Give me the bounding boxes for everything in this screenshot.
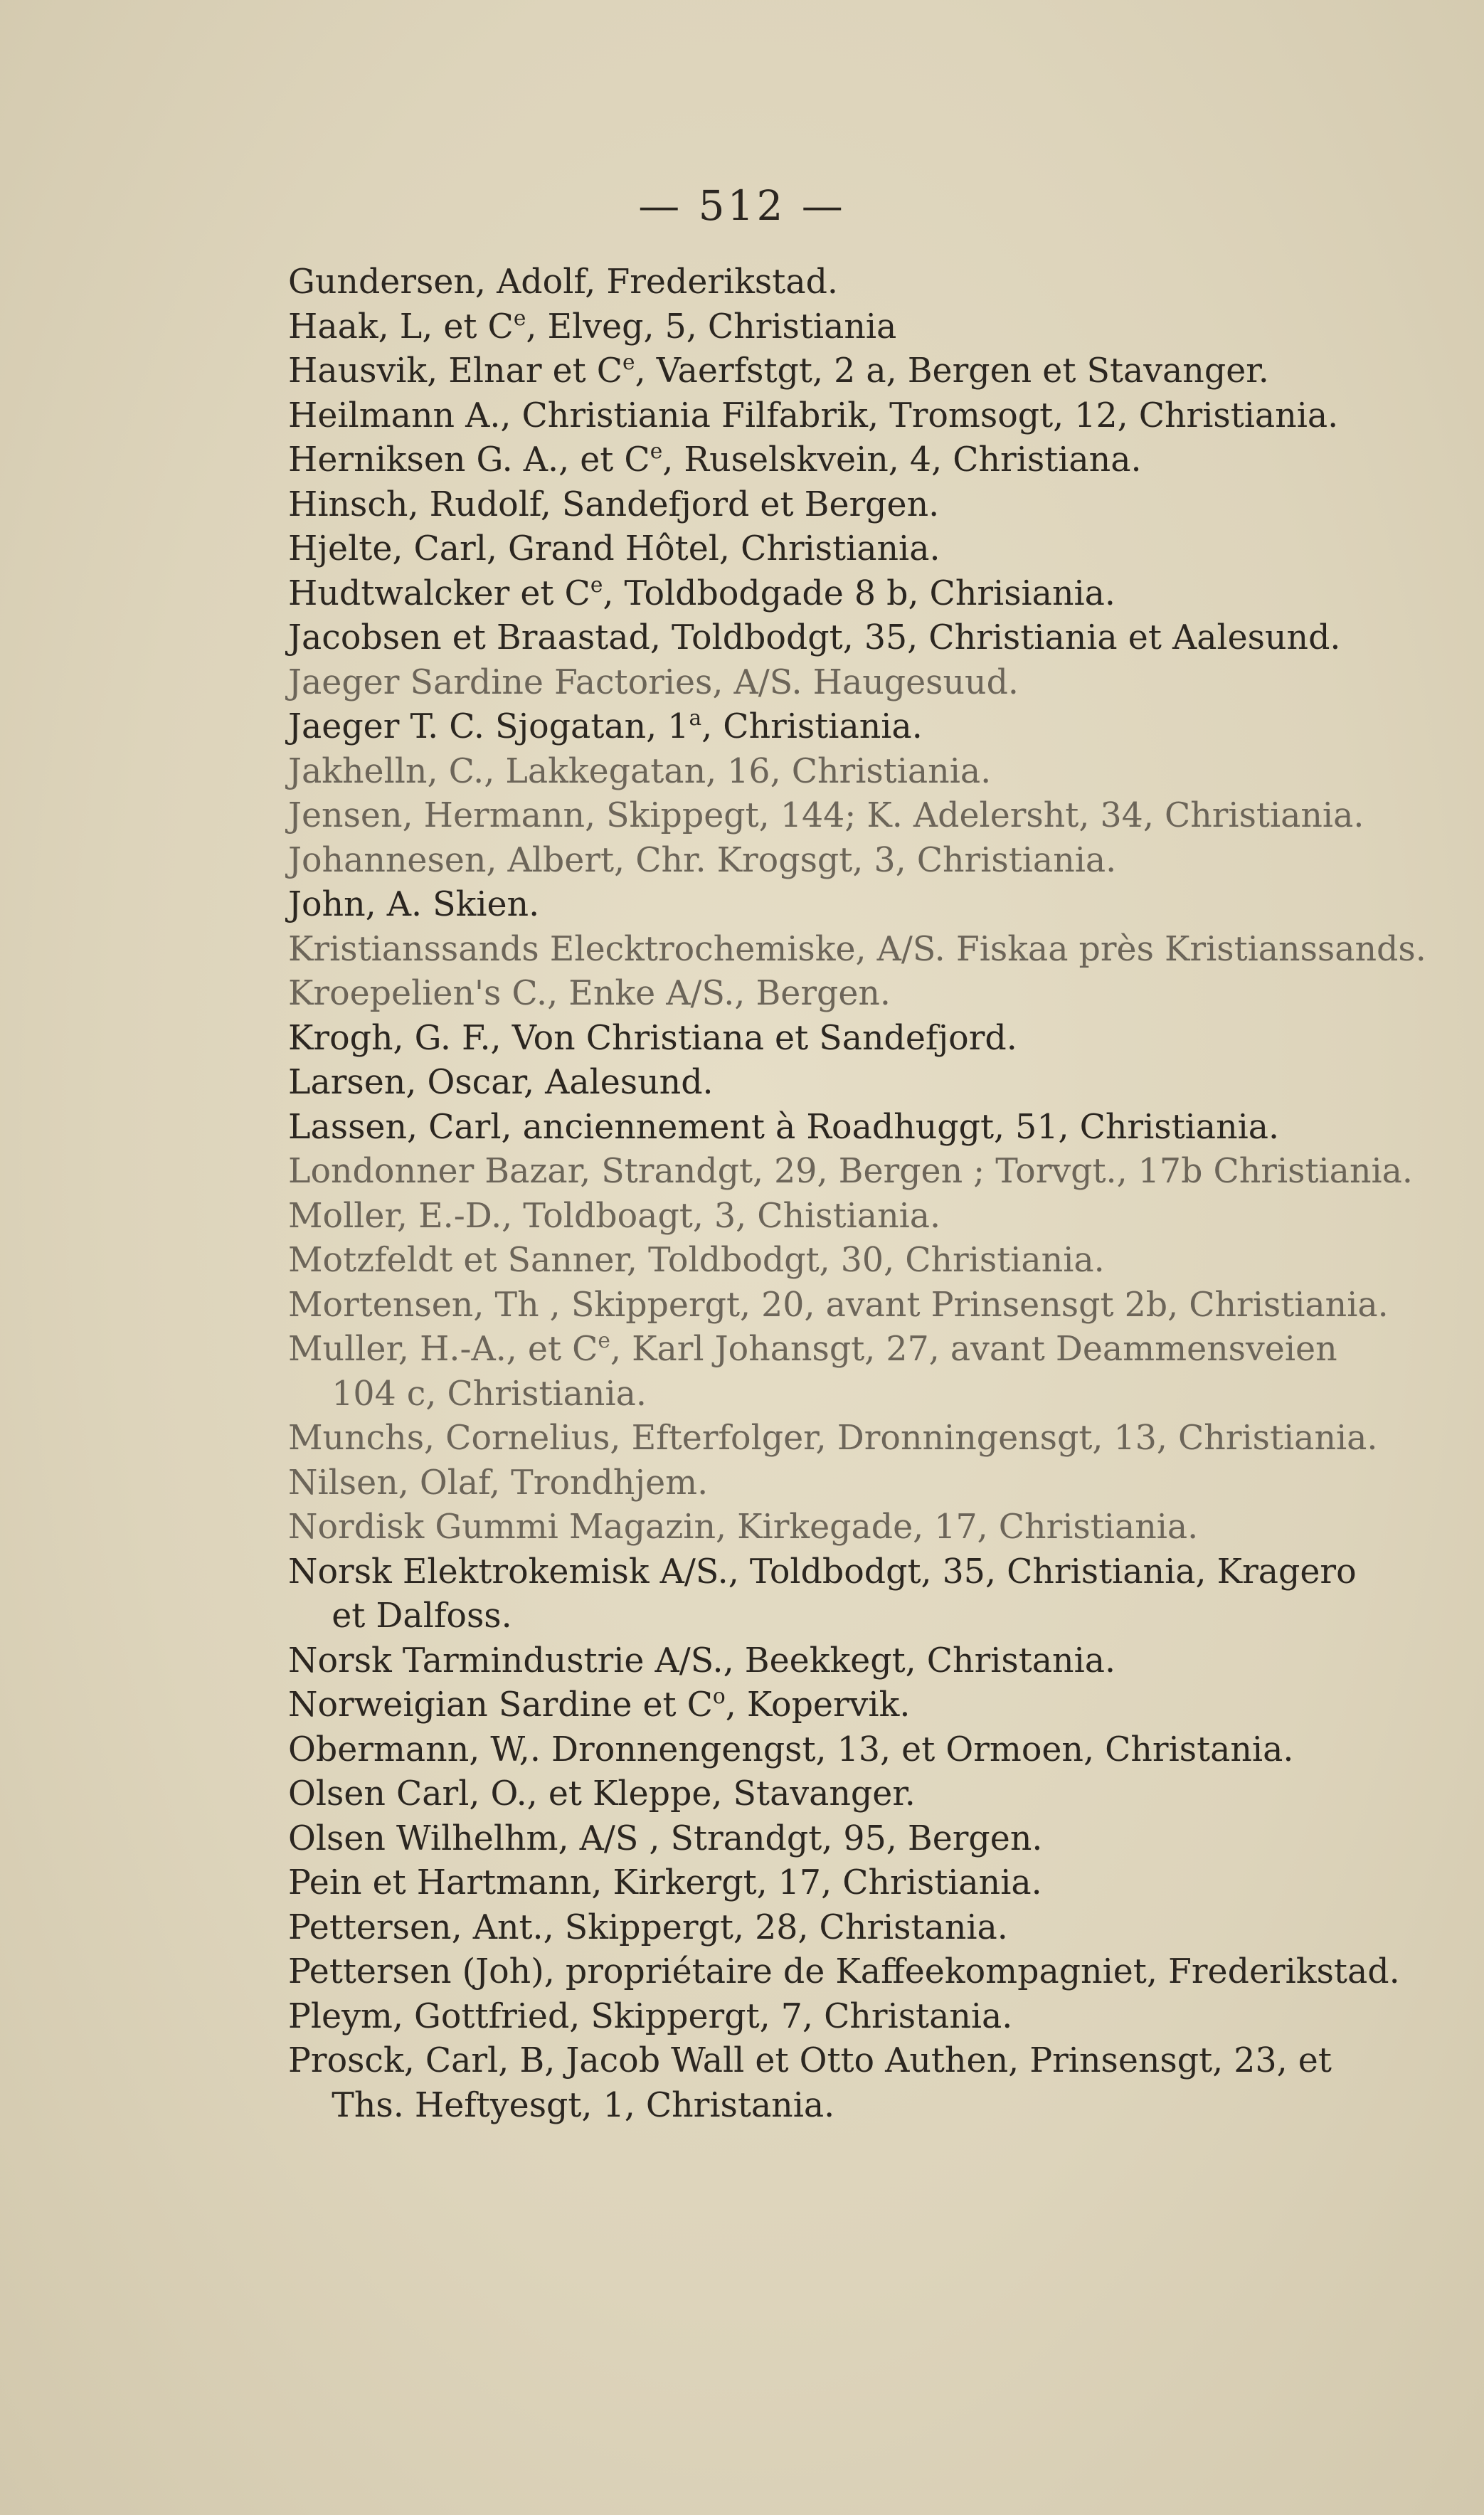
entry-continuation-line: et Dalfoss. xyxy=(332,1596,512,1636)
entry-text: Motzfeldt et Sanner, Toldbodgt, 30, Christiania. xyxy=(288,1240,1105,1280)
entry-text-continued: , Karl Johansgt, 27, avant Deammensveien xyxy=(610,1329,1337,1369)
entry-text-continued: , Christiania. xyxy=(701,706,923,746)
entry-text: Hjelte, Carl, Grand Hôtel, Christiania. xyxy=(288,529,940,568)
directory-entry xyxy=(288,882,1426,927)
entry-superscript: e xyxy=(650,439,663,464)
entry-text: Hausvik, Elnar et C xyxy=(288,351,623,391)
directory-entry xyxy=(288,615,1426,660)
entry-text: Londonner Bazar, Strandgt, 29, Bergen ; Torvgt., 17b Christiania. xyxy=(288,1151,1413,1191)
entry-text: Jaeger Sardine Factories, A/S. Haugesuud. xyxy=(288,662,1019,702)
page-number: — 512 — xyxy=(638,181,846,230)
directory-entry xyxy=(288,1772,1426,1816)
directory-entry xyxy=(288,1060,1426,1105)
directory-entry xyxy=(288,1550,1426,1638)
entry-text: Herniksen G. A., et C xyxy=(288,440,650,480)
directory-entry xyxy=(288,571,1426,616)
entry-text: Olsen Wilhelhm, A/S , Strandgt, 95, Bergen. xyxy=(288,1818,1043,1858)
entry-superscript: e xyxy=(598,1328,610,1353)
directory-entry xyxy=(288,1994,1426,2039)
entry-text: Jensen, Hermann, Skippegt, 144; K. Adelersht, 34, Christiania. xyxy=(288,795,1364,835)
entry-superscript: e xyxy=(622,350,635,375)
directory-entry xyxy=(288,971,1426,1016)
entry-text-continued: , Ruselskvein, 4, Christiana. xyxy=(662,440,1142,480)
entry-continuation-line: Ths. Heftyesgt, 1, Christania. xyxy=(332,2085,835,2125)
directory-entry xyxy=(288,1461,1426,1505)
entry-text: Pein et Hartmann, Kirkergt, 17, Christiania. xyxy=(288,1863,1042,1902)
directory-entry xyxy=(288,1905,1426,1950)
entry-text: Prosck, Carl, B, Jacob Wall et Otto Authen, Prinsensgt, 23, et xyxy=(288,2040,1332,2080)
directory-entry xyxy=(288,1505,1426,1550)
directory-entry xyxy=(288,438,1426,482)
entry-text: Jakhelln, C., Lakkegatan, 16, Christiania. xyxy=(288,751,992,791)
entry-text: Pettersen, Ant., Skippergt, 28, Christania. xyxy=(288,1907,1008,1947)
entry-superscript: e xyxy=(590,572,603,598)
entry-text: Nilsen, Olaf, Trondhjem. xyxy=(288,1462,709,1503)
entry-text: Lassen, Carl, anciennement à Roadhuggt, 51, Christiania. xyxy=(288,1106,1280,1147)
directory-entry xyxy=(288,1016,1426,1061)
directory-entry xyxy=(288,1149,1426,1194)
entry-text: Olsen Carl, O., et Kleppe, Stavanger. xyxy=(288,1774,916,1814)
directory-list xyxy=(288,260,1441,2127)
directory-entry xyxy=(288,1638,1426,1683)
directory-entry xyxy=(288,393,1426,438)
entry-text: Krogh, G. F., Von Christiana et Sandefjord. xyxy=(288,1017,1017,1058)
entry-text: Heilmann A., Christiania Filfabrik, Tromsogt, 12, Christiania. xyxy=(288,395,1339,435)
directory-entry xyxy=(288,1416,1426,1461)
directory-entry xyxy=(288,260,1426,305)
directory-entry xyxy=(288,838,1426,883)
entry-text: Munchs, Cornelius, Efterfolger, Dronningensgt, 13, Christiania. xyxy=(288,1418,1378,1458)
entry-text: Kroepelien's C., Enke A/S., Bergen. xyxy=(288,973,891,1013)
entry-text: Hudtwalcker et C xyxy=(288,573,590,613)
entry-text: Norsk Tarmindustrie A/S., Beekkegt, Christania. xyxy=(288,1640,1116,1680)
directory-entry xyxy=(288,927,1426,972)
directory-entry xyxy=(288,1194,1426,1239)
entry-text: Muller, H.-A., et C xyxy=(288,1329,598,1369)
directory-entry xyxy=(288,1816,1426,1861)
directory-entry xyxy=(288,1860,1426,1905)
entry-text: Kristianssands Elecktrochemiske, A/S. Fiskaa près Kristianssands. xyxy=(288,928,1426,969)
directory-entry xyxy=(288,482,1426,527)
entry-continuation-line: 104 c, Christiania. xyxy=(332,1373,647,1414)
directory-entry xyxy=(288,1727,1426,1772)
entry-text: Jaeger T. C. Sjogatan, 1 xyxy=(288,706,689,746)
entry-text: Nordisk Gummi Magazin, Kirkegade, 17, Christiania. xyxy=(288,1507,1199,1547)
entry-text-continued: , Kopervik. xyxy=(725,1685,911,1725)
directory-entry xyxy=(288,793,1426,838)
entry-text: Gundersen, Adolf, Frederikstad. xyxy=(288,262,838,302)
entry-text: Johannesen, Albert, Chr. Krogsgt, 3, Christiania. xyxy=(288,840,1117,880)
directory-entry xyxy=(288,1105,1426,1150)
directory-entry xyxy=(288,1283,1426,1328)
entry-text: Obermann, W,. Dronnengengst, 13, et Ormoen, Christania. xyxy=(288,1729,1294,1769)
entry-text: Hinsch, Rudolf, Sandefjord et Bergen. xyxy=(288,484,940,524)
directory-entry xyxy=(288,704,1426,749)
entry-text: Pettersen (Joh), propriétaire de Kaffeekompagniet, Frederikstad. xyxy=(288,1952,1400,1991)
directory-entry xyxy=(288,660,1426,705)
entry-superscript: o xyxy=(712,1684,726,1709)
entry-superscript: e xyxy=(513,305,526,331)
entry-text: Pleym, Gottfried, Skippergt, 7, Christania. xyxy=(288,1996,1013,2036)
directory-entry xyxy=(288,526,1426,571)
entry-text-continued: , Toldbodgade 8 b, Chrisiania. xyxy=(603,573,1115,613)
entry-text: Jacobsen et Braastad, Toldbodgt, 35, Christiania et Aalesund. xyxy=(288,618,1341,657)
directory-entry xyxy=(288,749,1426,794)
directory-entry xyxy=(288,349,1426,393)
directory-entry xyxy=(288,1238,1426,1283)
entry-text: Norsk Elektrokemisk A/S., Toldbodgt, 35, Christiania, Kragero xyxy=(288,1551,1357,1592)
entry-text: Haak, L, et C xyxy=(288,306,514,346)
directory-entry xyxy=(288,1949,1426,1994)
directory-entry xyxy=(288,305,1426,349)
entry-text: Moller, E.-D., Toldboagt, 3, Chistiania. xyxy=(288,1195,941,1236)
entry-text-continued: , Vaerfstgt, 2 a, Bergen et Stavanger. xyxy=(635,351,1269,391)
entry-text: Larsen, Oscar, Aalesund. xyxy=(288,1062,714,1102)
entry-text: Norweigian Sardine et C xyxy=(288,1685,713,1725)
entry-text-continued: , Elveg, 5, Christiania xyxy=(526,306,897,346)
directory-entry xyxy=(288,1327,1426,1416)
entry-superscript: a xyxy=(689,706,702,731)
directory-entry xyxy=(288,2038,1426,2127)
entry-text: John, A. Skien. xyxy=(288,884,540,924)
directory-entry xyxy=(288,1683,1426,1727)
entry-text: Mortensen, Th , Skippergt, 20, avant Prinsensgt 2b, Christiania. xyxy=(288,1284,1389,1325)
